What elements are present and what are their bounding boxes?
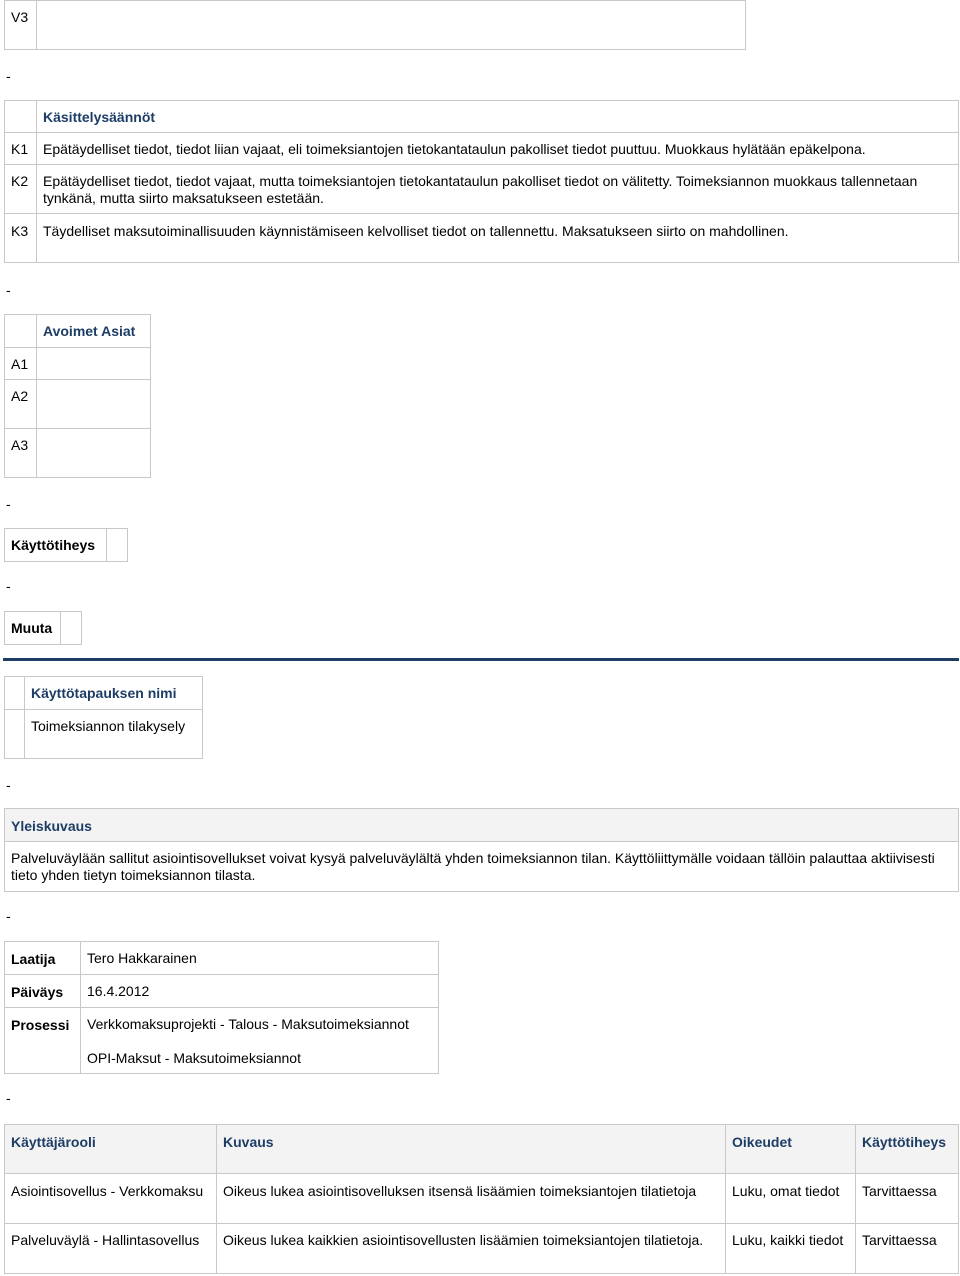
separator: - [6,1090,11,1106]
rule-id: K2 [11,173,29,189]
role-name-cell [4,1223,217,1274]
frequency-label-cell [4,528,107,562]
rule-text-cell [36,213,959,263]
roles-header-desc-label: Kuvaus [223,1134,274,1150]
rule-text: Epätäydelliset tiedot, tiedot liian vajaat, eli toimeksiantojen tietokantataulun pakolliset tiedot puuttuu. Muokkaus hylätään epäkelpona. [43,141,866,157]
role-name: Palveluväylä - Hallintasovellus [11,1232,200,1248]
rules-corner-cell [4,100,37,133]
rule-text-cell [36,132,959,165]
role-freq-cell [855,1173,959,1224]
role-rights: Luku, omat tiedot [732,1183,840,1199]
rule-text: Epätäydelliset tiedot, tiedot vajaat, mutta toimeksiantojen tietokantataulun pakolliset tiedot on välitetty. Toimeksiannon muokkaus tallennetaan tynkänä, mutta siirto maksatukseen estetään. [43,173,918,206]
role-freq: Tarvittaessa [862,1183,937,1199]
roles-header-rights-label: Oikeudet [732,1134,792,1150]
usecase-name-cell [24,709,203,759]
role-desc-cell [216,1173,726,1224]
rule-id-cell [4,213,37,263]
role-desc: Oikeus lukea asiointisovelluksen itsensä lisäämien toimeksiantojen tilatietoja [223,1183,697,1199]
process-label: Prosessi [11,1017,70,1033]
separator: - [6,68,11,84]
rules-title: Käsittelysäännöt [43,109,156,125]
open-id: A1 [11,356,29,372]
process-value-cell [80,1007,439,1074]
section-divider [3,658,959,661]
open-id-cell [4,428,37,478]
separator: - [6,777,11,793]
role-name-cell [4,1173,217,1224]
open-value-cell [36,347,151,380]
role-freq-cell [855,1223,959,1274]
date-value: 16.4.2012 [87,983,150,999]
rule-text-cell [36,164,959,214]
role-rights-cell [725,1223,856,1274]
open-id: A2 [11,388,29,404]
usecase-left-cell [4,709,25,759]
frequency-label: Käyttötiheys [11,537,96,553]
roles-header-role [4,1124,217,1174]
usecase-name: Toimeksiannon tilakysely [31,718,186,734]
overview-title: Yleiskuvaus [11,818,92,834]
separator: - [6,578,11,594]
open-issues-title: Avoimet Asiat [43,323,136,339]
author-value: Tero Hakkarainen [87,950,197,966]
role-rights-cell [725,1173,856,1224]
overview-title-cell [4,808,959,842]
rule-id-cell [4,132,37,165]
open-id-cell [4,347,37,380]
rule-text: Täydelliset maksutoiminallisuuden käynnistämiseen kelvolliset tiedot on tallennettu. Maksatukseen siirto on mahdollinen. [43,223,789,239]
rule-id-cell [4,164,37,214]
role-freq: Tarvittaessa [862,1232,937,1248]
rules-title-cell [36,100,959,133]
roles-header-role-label: Käyttäjärooli [11,1134,96,1150]
open-title-cell [36,314,151,348]
usecase-header: Käyttötapauksen nimi [31,685,177,701]
overview-text-cell [4,841,959,892]
usecase-corner-cell [4,676,25,710]
roles-header-rights [725,1124,856,1174]
other-value-cell [60,611,82,645]
date-value-cell [80,974,439,1008]
open-value-cell [36,428,151,478]
role-rights: Luku, kaikki tiedot [732,1232,844,1248]
separator: - [6,496,11,512]
usecase-header-cell [24,676,203,710]
separator: - [6,282,11,298]
overview-text: Palveluväylään sallitut asiointisovellukset voivat kysyä palveluväylältä yhden toimeksiannon tilan. Käyttöliittymälle voidaan tällöin palauttaa aktiivisesti tieto yhden tietyn toimeksiannon tilasta. [11,850,935,883]
process-line-2: OPI-Maksut - Maksutoimeksiannot [87,1050,301,1066]
process-label-cell [4,1007,81,1074]
role-name: Asiointisovellus - Verkkomaksu [11,1183,204,1199]
date-label-cell [4,974,81,1008]
rule-id: K3 [11,223,29,239]
v3-value-cell [36,0,746,50]
roles-header-freq-label: Käyttötiheys [862,1134,947,1150]
author-label-cell [4,941,81,975]
roles-header-freq [855,1124,959,1174]
author-value-cell [80,941,439,975]
open-id-cell [4,379,37,429]
roles-header-desc [216,1124,726,1174]
open-value-cell [36,379,151,429]
v3-id-cell [4,0,37,50]
role-desc-cell [216,1223,726,1274]
v3-label: V3 [11,9,29,25]
open-id: A3 [11,437,29,453]
process-line-1: Verkkomaksuprojekti - Talous - Maksutoimeksiannot [87,1016,409,1032]
other-label-cell [4,611,61,645]
open-corner-cell [4,314,37,348]
other-label: Muuta [11,620,53,636]
role-desc: Oikeus lukea kaikkien asiointisovellusten lisäämien toimeksiantojen tilatietoja. [223,1232,704,1248]
frequency-value-cell [106,528,128,562]
separator: - [6,908,11,924]
author-label: Laatija [11,951,56,967]
rule-id: K1 [11,141,29,157]
date-label: Päiväys [11,984,64,1000]
